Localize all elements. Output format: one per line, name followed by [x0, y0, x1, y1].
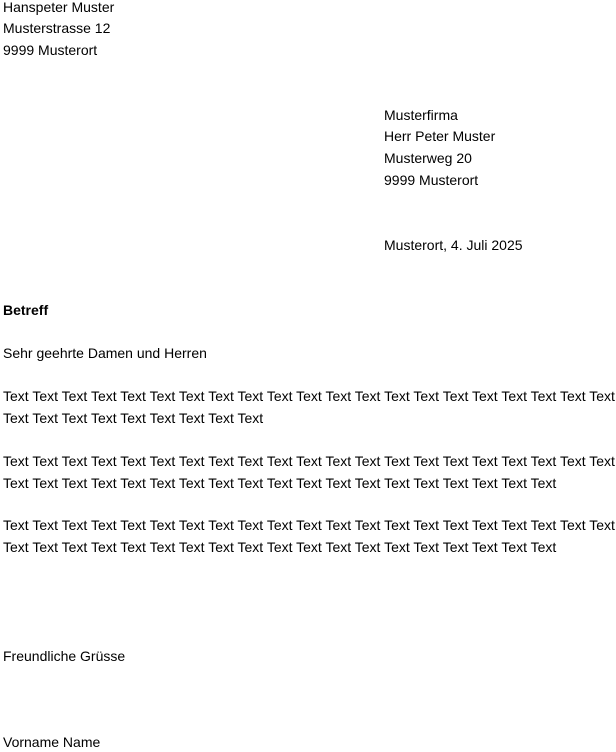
- salutation: Sehr geehrte Damen und Herren: [3, 345, 207, 361]
- date-line: Musterort, 4. Juli 2025: [384, 237, 523, 253]
- paragraph-line: Text Text Text Text Text Text Text Text Text Text Text Text Text Text Text Text Text Text Text Text Text: [3, 388, 615, 404]
- paragraph-line: Text Text Text Text Text Text Text Text Text Text Text Text Text Text Text Text Text Text Text: [3, 539, 557, 555]
- sender-street: Musterstrasse 12: [3, 20, 111, 36]
- recipient-street: Musterweg 20: [384, 150, 472, 166]
- sender-name: Hanspeter Muster: [3, 0, 115, 15]
- paragraph-line: Text Text Text Text Text Text Text Text Text Text Text Text Text Text Text Text Text Text Text Text Text: [3, 453, 615, 469]
- closing-line: Freundliche Grüsse: [3, 648, 126, 664]
- recipient-company: Musterfirma: [384, 107, 458, 123]
- signature-name: Vorname Name: [3, 734, 101, 750]
- paragraph-line: Text Text Text Text Text Text Text Text Text Text Text Text Text Text Text Text Text Text Text Text Text: [3, 517, 615, 533]
- sender-city: 9999 Musterort: [3, 42, 98, 58]
- recipient-person: Herr Peter Muster: [384, 128, 496, 144]
- subject-line: Betreff: [3, 302, 49, 318]
- paragraph-line: Text Text Text Text Text Text Text Text Text: [3, 410, 264, 426]
- paragraph-line: Text Text Text Text Text Text Text Text Text Text Text Text Text Text Text Text Text Text Text: [3, 475, 557, 491]
- recipient-city: 9999 Musterort: [384, 172, 479, 188]
